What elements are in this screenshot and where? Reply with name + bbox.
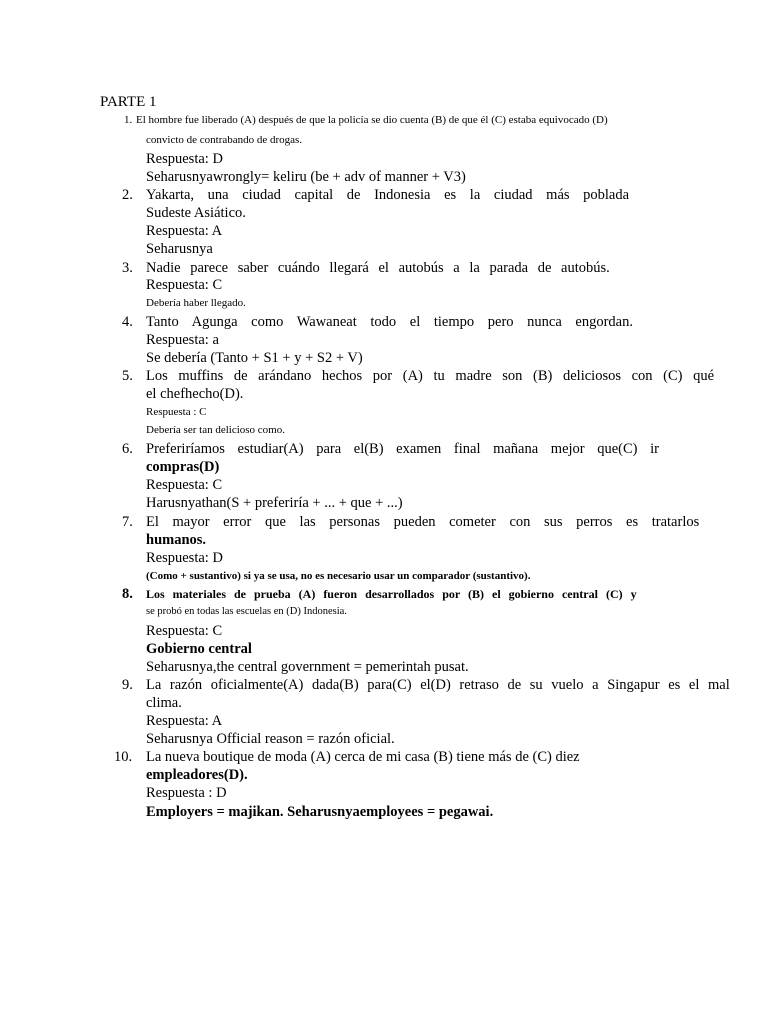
question-line: Yakarta, una ciudad capital de Indonesia es la ciudad más poblada [146, 187, 630, 203]
answer-line: Respuesta: a [146, 332, 219, 348]
answer-line: Respuesta : D [146, 785, 227, 801]
question-line: La nueva boutique de moda (A) cerca de mi casa (B) tiene más de (C) diez [146, 749, 580, 765]
item-number: 6. [122, 441, 133, 457]
note-line: (Como + sustantivo) si ya se usa, no es necesario usar un comparador (sustantivo). [146, 570, 531, 582]
question-line: Tanto Agunga como Wawaneat todo el tiempo pero nunca engordan. [146, 314, 633, 330]
item-number: 2. [122, 187, 133, 203]
question-line: se probó en todas las escuelas en (D) Indonesia. [146, 606, 347, 617]
answer-line: Respuesta: D [146, 151, 223, 167]
note-line: Seharusnya,the central government = pemerintah pusat. [146, 659, 469, 675]
question-line: compras(D) [146, 459, 220, 475]
question-line: Sudeste Asiático. [146, 205, 246, 221]
note-line: Employers = majikan. Seharusnyaemployees = pegawai. [146, 804, 494, 820]
note-line: Debería haber llegado. [146, 297, 246, 309]
item-number: 5. [122, 368, 133, 384]
question-line: La razón oficialmente(A) dada(B) para(C) el(D) retraso de su vuelo a Singapur es el mal [146, 677, 730, 693]
item-number: 9. [122, 677, 133, 693]
item-number: 10. [114, 749, 133, 765]
question-line: El mayor error que las personas pueden cometer con sus perros es tratarlos [146, 514, 700, 530]
answer-line: Respuesta : C [146, 406, 207, 418]
note-line: Se debería (Tanto + S1 + y + S2 + V) [146, 350, 363, 366]
note-line: Seharusnya Official reason = razón oficial. [146, 731, 395, 747]
question-line: Los muffins de arándano hechos por (A) tu madre son (B) deliciosos con (C) qué [146, 368, 715, 384]
item-number: 1. [124, 114, 133, 126]
answer-line: Respuesta: A [146, 713, 223, 729]
question-text: El hombre fue liberado (A) después de que la policía se dio cuenta (B) de que él (C) estaba equivocado (D) [136, 114, 608, 126]
question-line: convicto de contrabando de drogas. [146, 134, 303, 146]
note-line: Harusnyathan(S + preferiría + ... + que + ...) [146, 495, 403, 511]
note-line: Seharusnya [146, 241, 213, 257]
answer-line: Respuesta: D [146, 550, 223, 566]
item-number: 3. [122, 260, 133, 276]
answer-line: Respuesta: C [146, 277, 223, 293]
item-number: 4. [122, 314, 133, 330]
note-bold-line: Gobierno central [146, 641, 252, 657]
question-line: Nadie parece saber cuándo llegará el autobús a la parada de autobús. [146, 260, 610, 276]
answer-line: Respuesta: C [146, 477, 223, 493]
question-line: el chefhecho(D). [146, 386, 244, 402]
answer-line: Respuesta: C [146, 623, 223, 639]
note-line: Debería ser tan delicioso como. [146, 424, 285, 436]
question-line [136, 111, 698, 129]
question-line: Los materiales de prueba (A) fueron desarrollados por (B) el gobierno central (C) y [146, 587, 637, 601]
question-line: Preferiríamos estudiar(A) para el(B) examen final mañana mejor que(C) ir [146, 441, 659, 457]
item-number: 8. [122, 586, 133, 602]
note-line: Seharusnyawrongly= keliru (be + adv of manner + V3) [146, 169, 466, 185]
question-line: empleadores(D). [146, 767, 248, 783]
question-line: clima. [146, 695, 182, 711]
section-heading: PARTE 1 [100, 94, 157, 110]
question-line: humanos. [146, 532, 207, 548]
answer-line: Respuesta: A [146, 223, 223, 239]
item-number: 7. [122, 514, 133, 530]
